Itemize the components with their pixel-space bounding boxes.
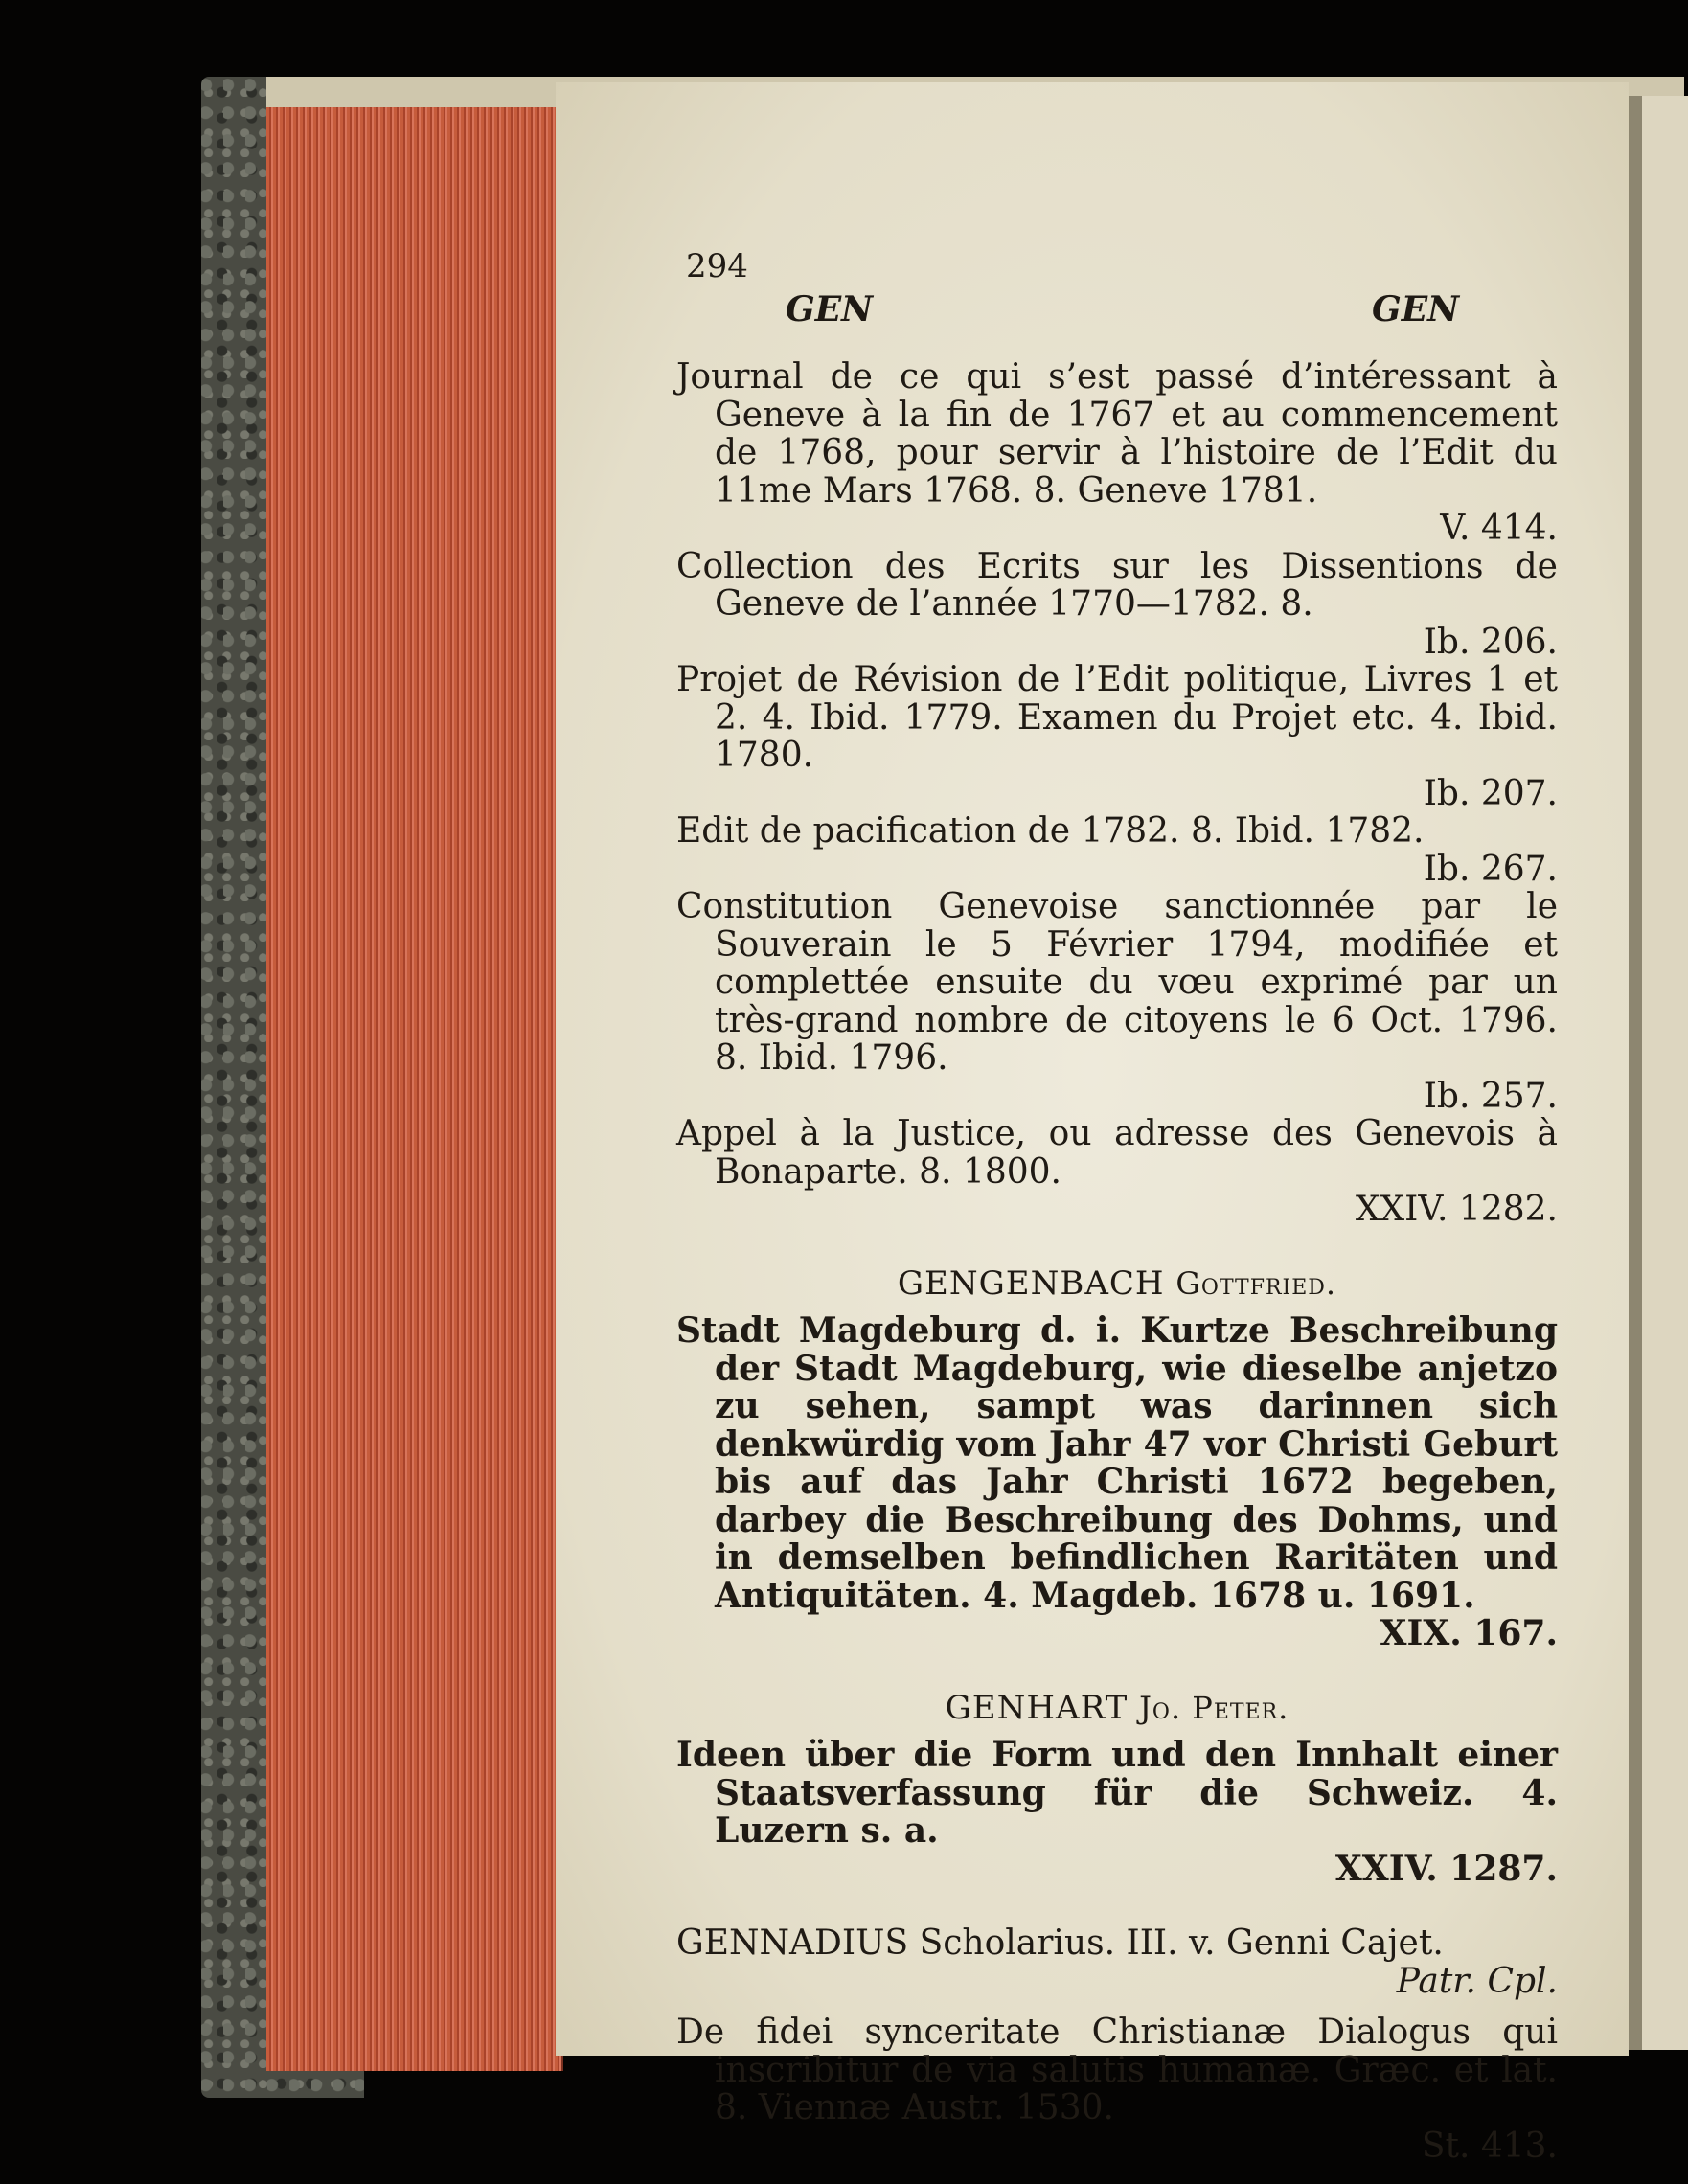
page-text — [676, 358, 1558, 2165]
running-head-left: GEN — [786, 289, 874, 330]
gutter — [1629, 96, 1642, 2050]
page-edges — [266, 107, 563, 2071]
entry-de-fidei: De fidei synceritate Christianæ Dialogus qui inscribitur de via salutis humanæ. Græc. et lat. 8. Viennæ Austr. 1530. St. 413. — [676, 2013, 1558, 2166]
entry-collection: Collection des Ecrits sur les Dissentions de Geneve de l’année 1770—1782. 8. Ib. 206. — [676, 546, 1558, 662]
entry-magdeburg: Stadt Magdeburg d. i. Kurtze Beschreibung der Stadt Magdeburg, wie dieselbe anjetzo zu sehen, sampt was darinnen sich denkwürdig vom Jahr 47 vor Christi Geburt bis auf das Jahr Christi 1672 begeben, darbey die Beschreibung des Dohms, und in demselben befindlichen Raritäten und Antiquitäten. 4. Magdeb. 1678 u. 1691. XIX. 167. — [676, 1310, 1558, 1653]
entry-journal: Journal de ce qui s’est passé d’intéressant à Geneve à la fin de 1767 et au commencement de 1768, pour servir à l’histoire de l’Edit du 11me Mars 1768. 8. Geneve 1781. V. 414. — [676, 357, 1558, 548]
entry-edit: Edit de pacification de 1782. 8. Ibid. 1782. Ib. 267. — [676, 811, 1558, 889]
entry-constitution: Constitution Genevoise sanctionnée par le Souverain le 5 Février 1794, modifiée et complettée ensuite du vœu exprimé par un très-grand nombre de citoyens le 6 Oct. 1796. 8. Ibid. 1796. Ib. 257. — [676, 887, 1558, 1116]
entry-projet: Projet de Révision de l’Edit politique, Livres 1 et 2. 4. Ibid. 1779. Examen du Projet etc. 4. Ibid. 1780. Ib. 207. — [676, 660, 1558, 813]
author-gengenbach: GENGENBACH Gottfried. — [897, 1263, 1337, 1303]
author-genhart: GENHART Jo. Peter. — [945, 1688, 1289, 1727]
running-head-right: GEN — [1372, 289, 1460, 330]
entry-appel: Appel à la Justice, ou adresse des Genevois à Bonaparte. 8. 1800. XXIV. 1282. — [676, 1114, 1558, 1229]
page-number: 294 — [686, 247, 748, 285]
entry-ideen: Ideen über die Form und den Innhalt einer Staatsverfassung für die Schweiz. 4. Luzern s. a. XXIV. 1287. — [676, 1735, 1558, 1889]
author-gennadius: GENNADIUS Scholarius. III. v. Genni Cajet. Patr. Cpl. — [676, 1923, 1558, 2001]
facing-page — [1642, 96, 1688, 2050]
